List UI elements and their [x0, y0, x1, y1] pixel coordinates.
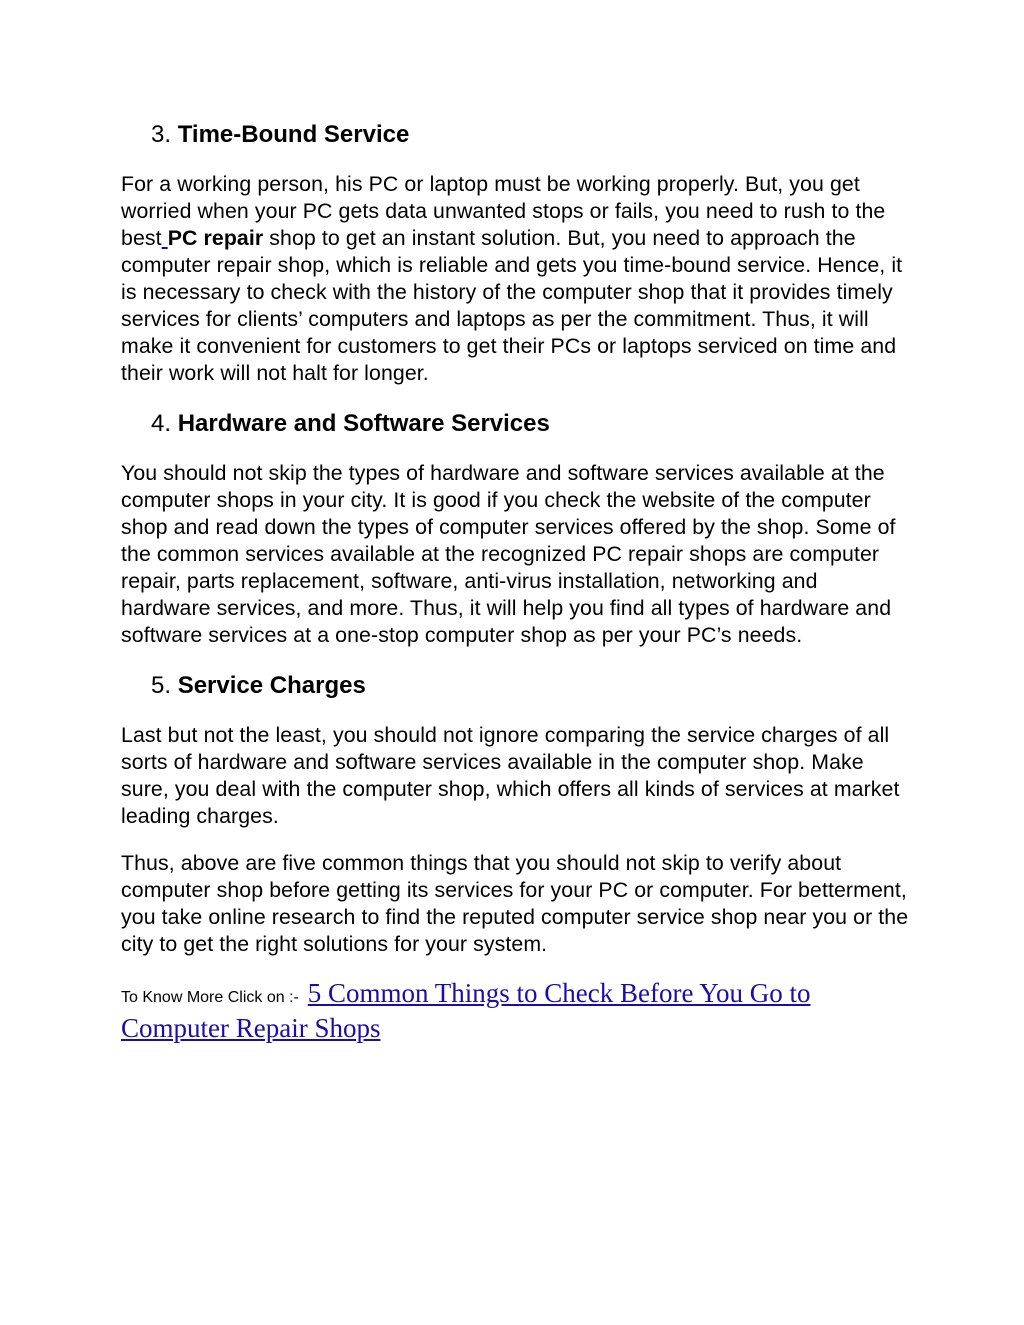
section-number: 3. [151, 121, 172, 148]
paragraph-text: shop to get an instant solution. But, you need to approach the computer repair shop, which is reliable and gets you time-bound service. Hence, it is necessary to check with the history of the computer shop that it provides timely services for clients’ computers and laptops as per the commitment. Thus, it will make it convenient for customers to get their PCs or laptops serviced on time and their work will not halt for longer. [121, 226, 903, 385]
section-number: 4. [151, 410, 172, 437]
section-number: 5. [151, 672, 172, 699]
document-page [121, 118, 911, 1048]
section-paragraph-time-bound [121, 171, 911, 387]
know-more-line [121, 978, 911, 1048]
know-more-link[interactable]: 5 Common Things to Check Before You Go to Computer Repair Shops [121, 978, 811, 1043]
section-title: Hardware and Software Services [177, 410, 550, 437]
section-title: Service Charges [177, 672, 366, 699]
section-title: Time-Bound Service [177, 121, 410, 148]
conclusion-paragraph: Thus, above are five common things that you should not skip to verify about computer shop before getting its services for your PC or computer. For betterment, you take online research to find the reputed computer service shop near you or the city to get the right solutions for your system. [121, 851, 909, 956]
know-more-prefix: To Know More Click on :- [121, 989, 299, 1006]
section-paragraph-hardware-software: You should not skip the types of hardware and software services available at the computer shops in your city. It is good if you check the website of the computer shop and read down the types of computer services offered by the shop. Some of the common services available at the recognized PC repair shops are computer repair, parts replacement, software, anti-virus installation, networking and hardware services, and more. Thus, it will help you find all types of hardware and software services at a one-stop computer shop as per your PC’s needs. [121, 461, 896, 647]
section-heading-time-bound [121, 118, 911, 152]
paragraph-text: For a working person, his PC or laptop must be working properly. But, you get worried when your PC gets data unwanted stops or fails, you need to rush to the best [121, 172, 886, 250]
bold-term-pc-repair: PC repair [167, 226, 264, 250]
section-heading-service-charges [121, 669, 911, 703]
section-heading-hardware-software [121, 407, 911, 441]
section-paragraph-service-charges: Last but not the least, you should not ignore comparing the service charges of all sorts of hardware and software services available in the computer shop. Make sure, you deal with the computer shop, which offers all kinds of services at market leading charges. [121, 723, 900, 828]
